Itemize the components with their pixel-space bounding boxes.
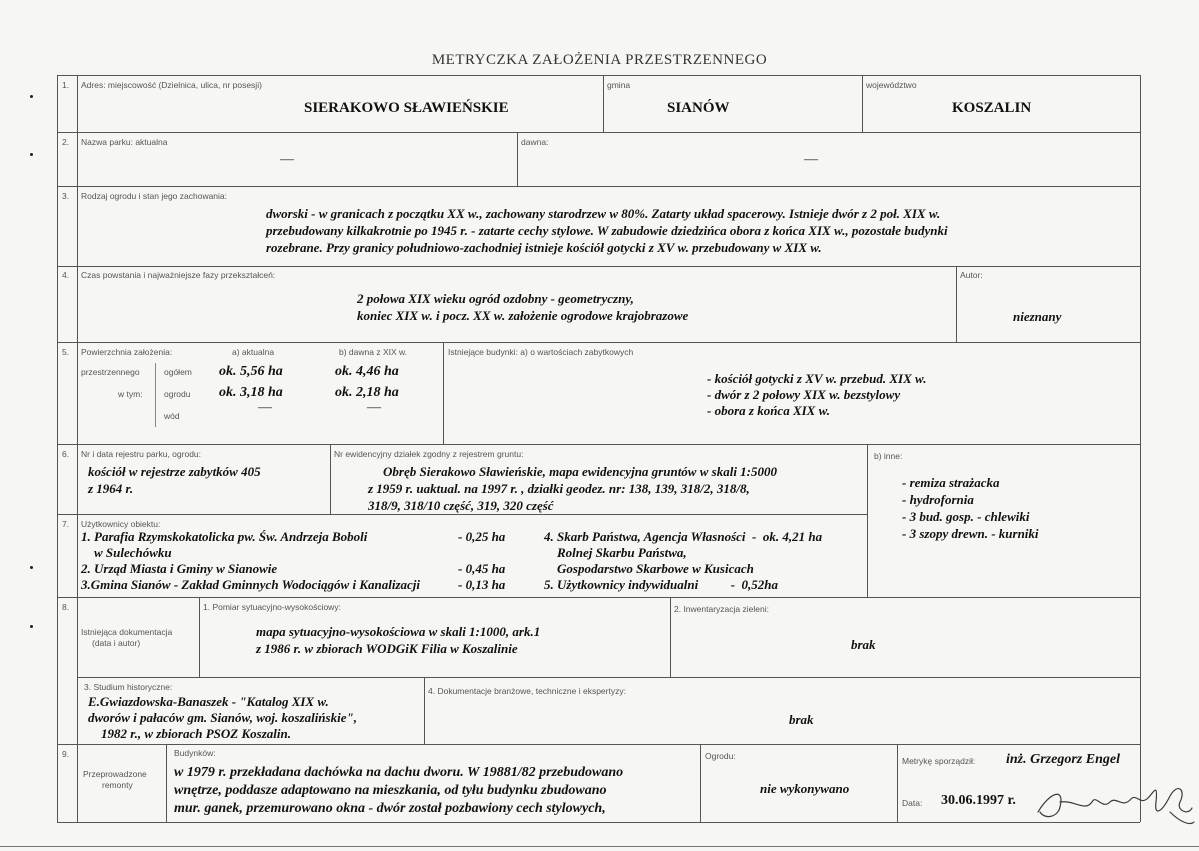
- address-label: Adres: miejscowość (Dzielnica, ulica, nr posesji): [81, 80, 262, 90]
- user-item: Rolnej Skarbu Państwa,: [544, 545, 687, 560]
- margin-dot: [30, 95, 33, 98]
- grid-line: [57, 514, 867, 515]
- row-number: 7.: [62, 519, 70, 529]
- documentation-sublabel: (data i autor): [92, 638, 141, 648]
- grid-line: [57, 266, 1140, 267]
- row-number: 1.: [62, 80, 70, 90]
- margin-dot: [30, 153, 33, 156]
- author-label: Autor:: [960, 270, 983, 280]
- branch-docs-label: 4. Dokumentacje branżowe, techniczne i ekspertyzy:: [428, 686, 626, 696]
- area-former-label: b) dawna z XIX w.: [339, 347, 408, 357]
- other-building-item: - 3 szopy drewn. - kurniki: [902, 526, 1039, 541]
- page-bottom-edge: [0, 846, 1199, 847]
- buildings-works-label: Budynków:: [174, 748, 216, 758]
- building-item: - obora z końca XIX w.: [707, 403, 831, 418]
- area-current-total: ok. 5,56 ha: [219, 364, 283, 379]
- grid-line: [330, 444, 331, 514]
- area-former-water: —: [367, 400, 381, 415]
- user-area: - 0,45 ha: [458, 561, 506, 576]
- former-name-label: dawna:: [521, 137, 549, 147]
- grid-line: [897, 744, 898, 822]
- historical-study-line: E.Gwiazdowska-Banaszek - "Katalog XIX w.: [88, 694, 329, 709]
- grid-line: [670, 597, 671, 677]
- row-number: 2.: [62, 137, 70, 147]
- register-line: z 1964 r.: [88, 481, 134, 496]
- grid-line: [57, 75, 58, 822]
- grid-line: [155, 363, 156, 427]
- form-title: METRYCZKA ZAŁOŻENIA PRZESTRZENNEGO: [431, 52, 768, 68]
- row-number: 3.: [62, 191, 70, 201]
- garden-type-line: rozebrane. Przy granicy południowo-zachodniej istnieje kościół gotycki z XV w. przebudowany w XIX w.: [266, 240, 822, 255]
- user-item: 4. Skarb Państwa, Agencja Własności - ok. 4,21 ha: [544, 529, 823, 544]
- park-name-label: Nazwa parku: aktualna: [81, 137, 168, 147]
- area-current-label: a) aktualna: [232, 347, 275, 357]
- grid-line: [443, 342, 444, 444]
- grid-line: [700, 744, 701, 822]
- gmina-label: gmina: [607, 80, 631, 90]
- area-total-label: ogółem: [164, 367, 192, 377]
- area-former-total: ok. 4,46 ha: [335, 364, 399, 379]
- survey-line: z 1986 r. w zbiorach WODGiK Filia w Koszalinie: [256, 641, 518, 656]
- renovations-sublabel: remonty: [102, 780, 133, 790]
- user-area: - 0,25 ha: [458, 529, 506, 544]
- area-water-label: wód: [164, 411, 180, 421]
- grid-line: [57, 744, 1140, 745]
- area-former-garden: ok. 2,18 ha: [335, 385, 399, 400]
- former-name-value: —: [804, 152, 818, 167]
- grid-line: [956, 266, 957, 342]
- margin-dot: [30, 566, 33, 569]
- users-label: Użytkownicy obiektu:: [81, 519, 161, 529]
- park-name-value: —: [280, 152, 294, 167]
- prepared-by-label: Metrykę sporządził:: [902, 756, 976, 766]
- row-number: 9.: [62, 749, 70, 759]
- parcels-line: z 1959 r. uaktual. na 1997 r. , działki geodez. nr: 138, 139, 318/2, 318/8,: [368, 481, 750, 496]
- documentation-label: Istniejąca dokumentacja: [81, 627, 173, 637]
- area-current-water: —: [258, 400, 272, 415]
- parcels-label: Nr ewidencyjny działek zgodny z rejestrem gruntu:: [334, 449, 524, 459]
- area-garden-label: ogrodu: [164, 389, 191, 399]
- other-building-item: - 3 bud. gosp. - chlewiki: [902, 509, 1030, 524]
- address-value: SIERAKOWO SŁAWIEŃSKIE: [304, 100, 509, 116]
- grid-line: [57, 132, 1140, 133]
- area-incl-label: w tym:: [118, 389, 143, 399]
- user-item: w Sulechówku: [81, 545, 172, 560]
- garden-type-line: dworski - w granicach z początku XX w., zachowany starodrzew w 80%. Zatarty układ spacerowy. Istnieje dwór z 2 poł. XIX w.: [266, 206, 941, 221]
- wojewodztwo-label: województwo: [866, 80, 917, 90]
- parcels-line: Obręb Sierakowo Sławieńskie, mapa ewidencyjna gruntów w skali 1:5000: [383, 464, 778, 479]
- renovations-label: Przeprowadzone: [83, 769, 147, 779]
- building-item: - dwór z 2 połowy XIX w. bezstylowy: [707, 387, 901, 402]
- user-item: 2. Urząd Miasta i Gminy w Sianowie: [81, 561, 278, 576]
- other-buildings-label: b) inne:: [874, 451, 903, 461]
- grid-line: [166, 744, 167, 822]
- user-item: 3.Gmina Sianów - Zakład Gminnych Wodociągów i Kanalizacji: [81, 577, 421, 592]
- gmina-value: SIANÓW: [667, 100, 730, 116]
- grid-line: [57, 186, 1140, 187]
- creation-time-label: Czas powstania i najważniejsze fazy przekształceń:: [81, 270, 276, 280]
- area-spatial-label: przestrzennego: [81, 367, 140, 377]
- garden-works-label: Ogrodu:: [705, 751, 736, 761]
- grid-line: [517, 132, 518, 186]
- other-building-item: - remiza strażacka: [902, 475, 1000, 490]
- grid-line: [57, 342, 1140, 343]
- register-label: Nr i data rejestru parku, ogrodu:: [81, 449, 202, 459]
- grid-line: [57, 444, 1140, 445]
- other-building-item: - hydrofornia: [902, 492, 974, 507]
- branch-docs-value: brak: [789, 712, 814, 727]
- garden-type-label: Rodzaj ogrodu i stan jego zachowania:: [81, 191, 228, 201]
- greenery-label: 2. Inwentaryzacja zieleni:: [674, 604, 769, 614]
- margin-dot: [30, 625, 33, 628]
- greenery-value: brak: [851, 637, 876, 652]
- grid-line: [424, 677, 425, 744]
- grid-line: [603, 75, 604, 132]
- grid-line: [1140, 75, 1141, 822]
- grid-line: [78, 677, 1140, 678]
- row-number: 6.: [62, 449, 70, 459]
- area-label: Powierzchnia założenia:: [81, 347, 173, 357]
- row-number: 8.: [62, 602, 70, 612]
- creation-time-line: 2 połowa XIX wieku ogród ozdobny - geometryczny,: [357, 291, 634, 306]
- historical-study-line: dworów i pałaców gm. Sianów, woj. koszalińskie",: [88, 710, 357, 725]
- user-item: 5. Użytkownicy indywidualni - 0,52ha: [544, 577, 779, 592]
- building-item: - kościół gotycki z XV w. przebud. XIX w.: [707, 371, 927, 386]
- area-current-garden: ok. 3,18 ha: [219, 385, 283, 400]
- grid-line: [57, 75, 1140, 76]
- grid-line: [57, 822, 1140, 823]
- wojewodztwo-value: KOSZALIN: [952, 100, 1032, 116]
- garden-type-line: przebudowany kilkakrotnie po 1945 r. - zatarte cechy stylowe. W zabudowie dziedzińca obora z końca XIX w., pozostałe budynki: [266, 223, 948, 238]
- signature: [1030, 772, 1195, 832]
- grid-line: [867, 444, 868, 597]
- buildings-works-line: w 1979 r. przekładana dachówka na dachu dworu. W 19881/82 przebudowano: [174, 765, 624, 780]
- author-value: nieznany: [1013, 309, 1062, 324]
- grid-line: [199, 597, 200, 677]
- buildings-label: Istniejące budynki: a) o wartościach zabytkowych: [448, 347, 634, 357]
- grid-line: [77, 75, 78, 822]
- survey-label: 1. Pomiar sytuacyjno-wysokościowy:: [203, 602, 341, 612]
- garden-works-value: nie wykonywano: [760, 781, 850, 796]
- row-number: 4.: [62, 270, 70, 280]
- date-value: 30.06.1997 r.: [941, 793, 1016, 808]
- prepared-by-value: inż. Grzegorz Engel: [1006, 752, 1120, 767]
- survey-line: mapa sytuacyjno-wysokościowa w skali 1:1000, ark.1: [256, 624, 541, 639]
- user-item: Gospodarstwo Skarbowe w Kusicach: [544, 561, 754, 576]
- historical-study-label: 3. Studium historyczne:: [84, 682, 173, 692]
- grid-line: [862, 75, 863, 132]
- date-label: Data:: [902, 798, 923, 808]
- row-number: 5.: [62, 347, 70, 357]
- historical-study-line: 1982 r., w zbiorach PSOZ Koszalin.: [101, 726, 291, 741]
- buildings-works-line: mur. ganek, przemurowano okna - dwór został pozbawiony cech stylowych,: [174, 801, 606, 816]
- buildings-works-line: wnętrze, poddasze adaptowano na mieszkania, od tyłu budynku zbudowano: [174, 783, 607, 798]
- parcels-line: 318/9, 318/10 część, 319, 320 część: [368, 498, 554, 513]
- register-line: kościół w rejestrze zabytków 405: [88, 464, 261, 479]
- user-item: 1. Parafia Rzymskokatolicka pw. Św. Andrzeja Boboli: [81, 529, 368, 544]
- grid-line: [57, 597, 1140, 598]
- user-area: - 0,13 ha: [458, 577, 506, 592]
- creation-time-line: koniec XIX w. i pocz. XX w. założenie ogrodowe krajobrazowe: [357, 308, 689, 323]
